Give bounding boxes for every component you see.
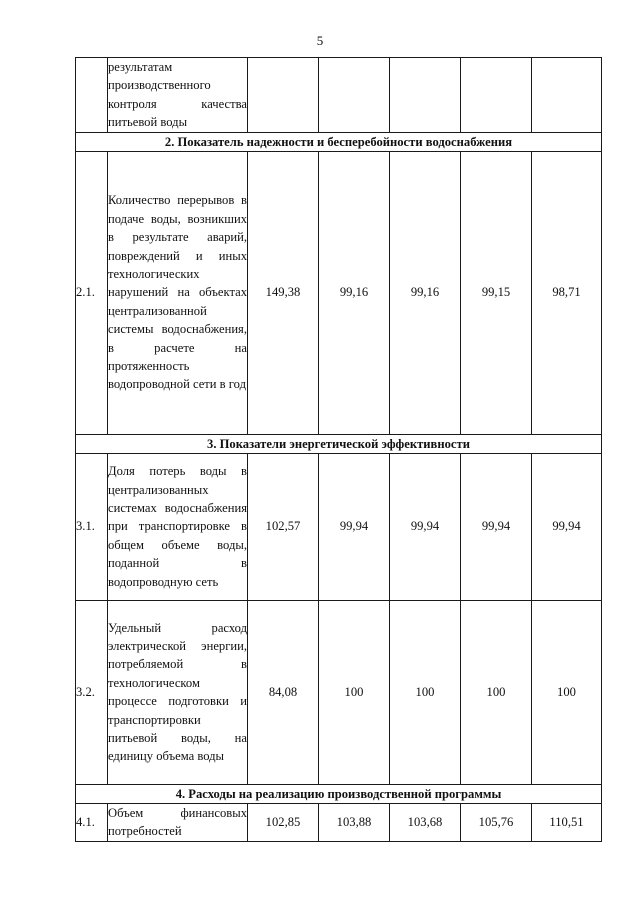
section-row — [76, 434, 602, 453]
table-row — [76, 803, 602, 841]
value-cell: 110,51 — [532, 803, 602, 841]
value-cell: 105,76 — [461, 803, 532, 841]
page-number: 5 — [316, 33, 324, 48]
value-cell — [319, 58, 390, 133]
row-number: 3.2. — [76, 600, 108, 784]
value-cell — [248, 58, 319, 133]
section-title-3: 3. Показатели энергетической эффективности — [76, 434, 602, 453]
indicator-name: Удельный расход электрической энергии, потребляемой в технологическом процессе подготовки и транспортировки питьевой воды, на единицу объема воды — [108, 600, 248, 784]
value-cell: 149,38 — [248, 151, 319, 434]
value-cell: 100 — [532, 600, 602, 784]
value-cell — [461, 58, 532, 133]
value-cell: 84,08 — [248, 600, 319, 784]
table-row — [76, 600, 602, 784]
section-title-2: 2. Показатель надежности и бесперебойности водоснабжения — [76, 132, 602, 151]
value-cell: 99,94 — [532, 453, 602, 600]
indicator-name: Доля потерь воды в централизованных системах водоснабжения при транспортировке в общем объеме воды, поданной в водопроводную сеть — [108, 453, 248, 600]
indicators-table — [75, 57, 602, 842]
value-cell — [390, 58, 461, 133]
row-number — [76, 58, 108, 133]
value-cell: 99,16 — [390, 151, 461, 434]
value-cell: 99,16 — [319, 151, 390, 434]
value-cell: 99,94 — [319, 453, 390, 600]
value-cell: 103,88 — [319, 803, 390, 841]
value-cell — [532, 58, 602, 133]
value-cell: 99,94 — [461, 453, 532, 600]
value-cell: 103,68 — [390, 803, 461, 841]
indicator-name: результатам производственного контроля качества питьевой воды — [108, 58, 248, 133]
value-cell: 100 — [461, 600, 532, 784]
value-cell: 99,94 — [390, 453, 461, 600]
row-number: 2.1. — [76, 151, 108, 434]
section-title-4: 4. Расходы на реализацию производственной программы — [76, 784, 602, 803]
value-cell: 100 — [390, 600, 461, 784]
section-row — [76, 784, 602, 803]
section-row — [76, 132, 602, 151]
table-row — [76, 58, 602, 133]
value-cell: 100 — [319, 600, 390, 784]
indicator-name: Количество перерывов в подаче воды, возникших в результате аварий, повреждений и иных технологических нарушений на объектах централизованной системы водоснабжения, в расчете на протяженность водопроводной сети в год — [108, 151, 248, 434]
value-cell: 102,85 — [248, 803, 319, 841]
value-cell: 102,57 — [248, 453, 319, 600]
table-row — [76, 151, 602, 434]
row-number: 3.1. — [76, 453, 108, 600]
table-row — [76, 453, 602, 600]
indicator-name: Объем финансовых потребностей — [108, 803, 248, 841]
value-cell: 99,15 — [461, 151, 532, 434]
value-cell: 98,71 — [532, 151, 602, 434]
row-number: 4.1. — [76, 803, 108, 841]
